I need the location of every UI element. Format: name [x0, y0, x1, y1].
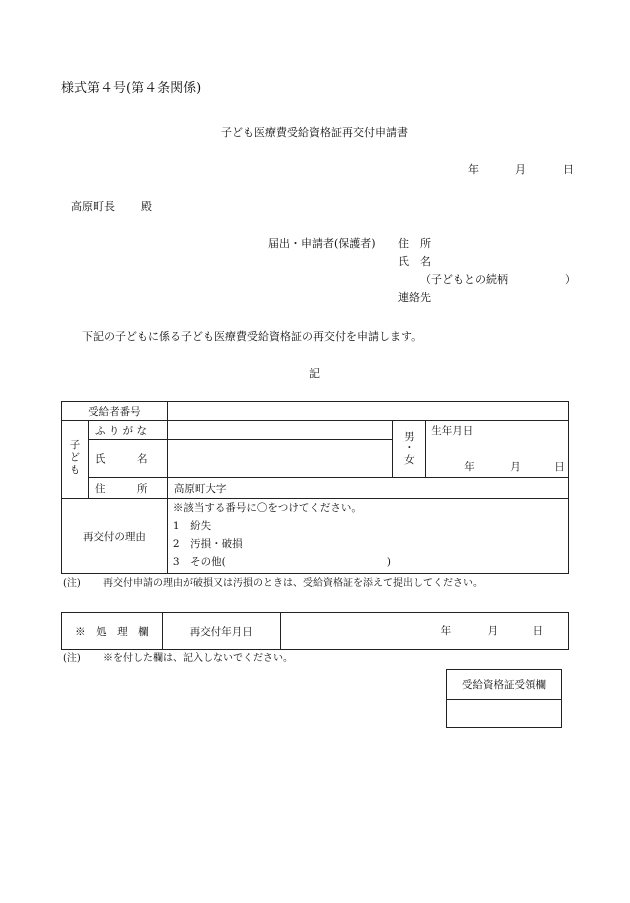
applicant-name-label: 氏 名 [398, 255, 431, 268]
note2-label: (注) [63, 653, 81, 664]
processing-label: ※ 処 理 欄 [62, 613, 163, 650]
birth-day: 日 [554, 461, 565, 473]
reissue-year: 年 [440, 625, 452, 637]
applicant-address-label: 住 所 [398, 237, 431, 250]
birth-month: 月 [510, 461, 521, 473]
reissue-month: 月 [487, 625, 499, 637]
child-address-field[interactable]: 高原町大字 [167, 478, 568, 499]
honorific: 殿 [141, 200, 152, 213]
statement: 下記の子どもに係る子ども医療費受給資格証の再交付を申請します。 [82, 330, 423, 343]
note1-text: 再交付申請の理由が破損又は汚損のときは、受給資格証を添えて提出してください。 [103, 578, 483, 589]
reason-other[interactable]: 3 その他( [172, 556, 226, 568]
birth-year: 年 [464, 461, 475, 473]
reason-cell[interactable] [167, 499, 568, 574]
reason-lost[interactable]: 1 紛失 [172, 520, 212, 532]
furigana-label: ふ り が な [88, 421, 167, 440]
reason-damaged[interactable]: 2 汚損・破損 [172, 538, 243, 550]
form-label: 様式第４号(第４条関係) [61, 81, 202, 96]
note1-label: (注) [63, 578, 81, 589]
applicant-role: 届出・申請者(保護者) [268, 237, 376, 250]
reissue-date-label: 再交付年月日 [162, 613, 280, 650]
birthdate-label: 生年月日 [431, 425, 474, 437]
birthdate-cell[interactable] [426, 421, 569, 478]
child-name-label: 氏 名 [88, 440, 167, 478]
reissue-date-field[interactable] [280, 613, 568, 650]
reason-label: 再交付の理由 [62, 499, 168, 574]
applicant-contact-label: 連絡先 [398, 291, 431, 304]
date-year: 年 [468, 163, 479, 176]
reissue-day: 日 [532, 625, 544, 637]
gender-cell[interactable] [393, 421, 426, 478]
receipt-box [446, 669, 562, 728]
child-info-table [61, 401, 569, 574]
date-day: 日 [563, 163, 574, 176]
receipt-box-label: 受給資格証受領欄 [447, 670, 562, 700]
reason-other-close: ) [386, 556, 391, 568]
date-month: 月 [515, 163, 526, 176]
gender-male: 男 [404, 430, 415, 443]
receipt-box-field[interactable] [447, 700, 562, 728]
note2-text: ※を付した欄は、記入しないでください。 [103, 653, 293, 664]
relation-open: （子どもとの続柄 [420, 273, 508, 286]
furigana-field[interactable] [167, 421, 392, 440]
child-name-field[interactable] [167, 440, 392, 478]
recipient-number-field[interactable] [167, 402, 568, 421]
child-address-label: 住 所 [88, 478, 167, 499]
child-side-label [62, 421, 89, 499]
ki-label: 記 [309, 367, 320, 380]
addressee: 高原町長 [71, 200, 115, 213]
relation-close: ） [565, 273, 576, 286]
reason-note: ※該当する番号に〇をつけてください。 [172, 502, 362, 514]
gender-female: 女 [404, 453, 415, 466]
gender-dot: ・ [404, 442, 415, 455]
child-side-text: 子ども [68, 439, 81, 477]
page-title: 子ども医療費受給資格証再交付申請書 [221, 126, 408, 139]
processing-table [61, 612, 569, 650]
recipient-number-label: 受給者番号 [62, 402, 168, 421]
